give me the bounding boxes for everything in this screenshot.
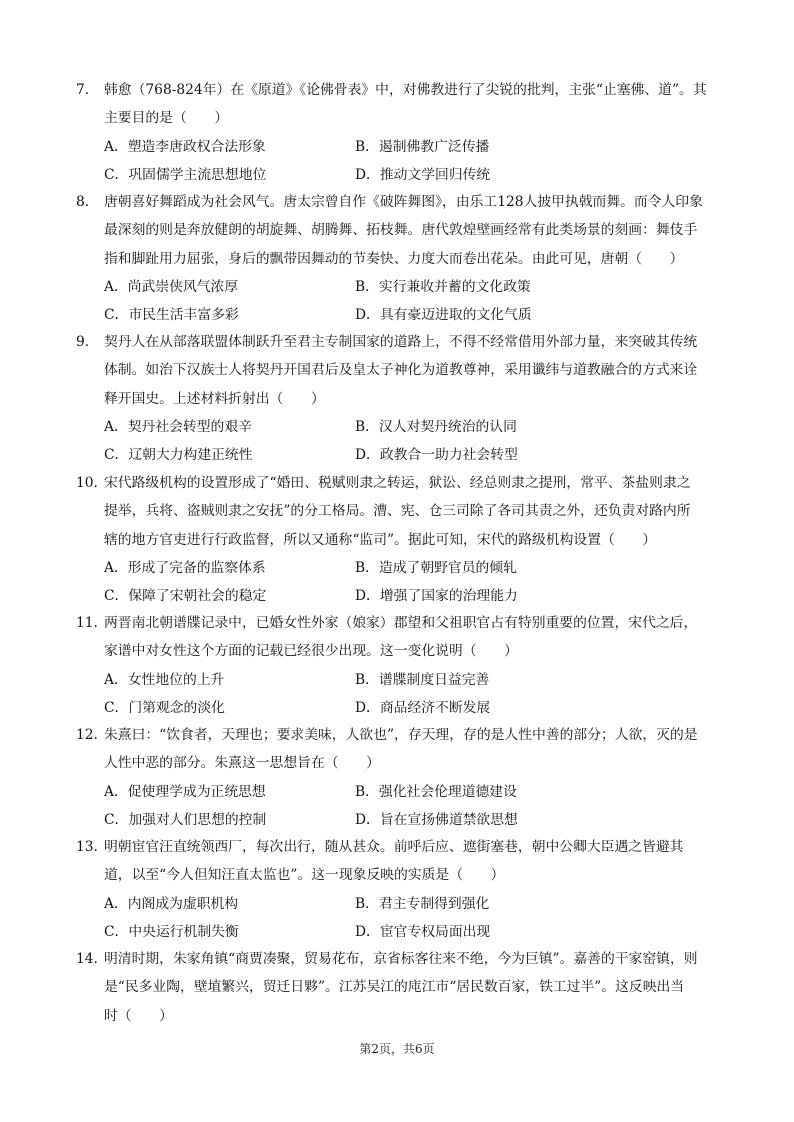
question-text: 时（ ） <box>104 1007 173 1024</box>
option-d[interactable]: D．政教合一助力社会转型 <box>355 447 518 464</box>
question-7 <box>76 76 716 189</box>
option-b[interactable]: B．造成了朝野官员的倾轧 <box>355 560 517 577</box>
question-9 <box>76 328 716 469</box>
question-number: 7. <box>76 82 90 98</box>
question-text: 唐朝喜好舞蹈成为社会风气。唐太宗曾自作《破阵舞图》，由乐工128人披甲执戟而舞。而令人印象 <box>104 194 703 210</box>
option-b[interactable]: B．遏制佛教广泛传播 <box>355 138 490 155</box>
option-c[interactable]: C．市民生活丰富多彩 <box>104 307 239 324</box>
options <box>76 554 716 610</box>
question-text: 是“民多业陶，壁埴繁兴，贸迁日夥”。江苏吴江的庉江市“居民数百家，铁工过半”。这反映出当 <box>104 979 685 996</box>
question-10 <box>76 469 716 610</box>
option-c[interactable]: C．中央运行机制失衡 <box>104 923 239 940</box>
option-c[interactable]: C．巩固儒学主流思想地位 <box>104 166 267 183</box>
question-text: 家谱中对女性这个方面的记载已经很少出现。这一变化说明（ ） <box>104 643 518 660</box>
page-footer: 第2页，共6页 <box>359 1042 435 1056</box>
options <box>76 666 716 722</box>
question-12 <box>76 721 716 834</box>
options <box>76 273 716 329</box>
question-number: 13. <box>76 839 98 855</box>
question-text: 明朝宦官汪直统领西厂，每次出行，随从甚众。前呼后应、遮街塞巷，朝中公卿大臣遇之皆避其 <box>104 839 684 855</box>
option-c[interactable]: C．加强对人们思想的控制 <box>104 811 267 828</box>
option-b[interactable]: B．实行兼收并蓄的文化政策 <box>355 279 531 296</box>
option-d[interactable]: D．具有豪迈进取的文化气质 <box>355 307 532 324</box>
options <box>76 413 716 469</box>
options <box>76 778 716 834</box>
question-text: 韩愈（768-824年）在《原道》《论佛骨表》中，对佛教进行了尖锐的批判，主张“止塞佛、道”。其 <box>104 82 707 98</box>
option-a[interactable]: A．内阁成为虚职机构 <box>104 895 239 912</box>
question-11 <box>76 609 716 722</box>
option-b[interactable]: B．汉人对契丹统治的认同 <box>355 419 517 436</box>
question-number: 8. <box>76 194 90 210</box>
option-d[interactable]: D．旨在宣扬佛道禁欲思想 <box>355 811 518 828</box>
option-b[interactable]: B．谱牒制度日益完善 <box>355 671 490 688</box>
question-text: 契丹人在从部落联盟体制跃升至君主专制国家的道路上，不得不经常借用外部力量，来突破其传统 <box>104 334 698 350</box>
question-text: 最深刻的则是奔放健朗的胡旋舞、胡腾舞、拓枝舞。唐代敦煌壁画经常有此类场景的刻画：舞伎手 <box>104 222 698 239</box>
question-text: 朱熹曰：“饮食者，天理也；要求美味，人欲也”，存天理，存的是人性中善的部分；人欲，灭的是 <box>104 727 698 743</box>
question-text: 宋代路级机构的设置形成了“婚田、税赋则隶之转运，狱讼、经总则隶之提刑，常平、茶盐则隶之 <box>104 475 691 491</box>
option-d[interactable]: D．宦官专权局面出现 <box>355 923 491 940</box>
option-b[interactable]: B．强化社会伦理道德建设 <box>355 783 517 800</box>
option-c[interactable]: C．保障了宋朝社会的稳定 <box>104 588 267 605</box>
question-text: 体制。如治下汉族士人将契丹开国君后及皇太子神化为道教尊神，采用谶纬与道教融合的方式来诠 <box>104 362 698 379</box>
question-8 <box>76 188 716 329</box>
question-number: 11. <box>76 615 98 631</box>
option-a[interactable]: A．契丹社会转型的艰辛 <box>104 419 252 436</box>
question-text: 明清时期，朱家角镇“商贾凑聚，贸易花布，京省标客往来不绝，今为巨镇”。嘉善的干家窑镇，则 <box>104 951 698 967</box>
question-text: 道，以至“今人但知汪直太监也”。这一现象反映的实质是（ ） <box>104 867 505 884</box>
option-c[interactable]: C．门第观念的淡化 <box>104 699 225 716</box>
option-a[interactable]: A．尚武崇侠风气浓厚 <box>104 279 239 296</box>
question-text: 提举，兵将、盗贼则隶之安抚”的分工格局。漕、宪、仓三司除了各司其责之外，还负责对路内所 <box>104 503 691 520</box>
question-text: 释开国史。上述材料折射出（ ） <box>104 390 325 407</box>
options <box>76 133 716 189</box>
question-number: 9. <box>76 334 90 350</box>
question-text: 人性中恶的部分。朱熹这一思想旨在（ ） <box>104 755 380 772</box>
question-number: 12. <box>76 727 98 743</box>
option-d[interactable]: D．商品经济不断发展 <box>355 699 491 716</box>
option-a[interactable]: A．形成了完备的监察体系 <box>104 560 266 577</box>
question-text: 主要目的是（ ） <box>104 110 229 127</box>
question-text: 指和脚趾用力屈张，身后的飘带因舞动的节奏快、力度大而卷出花朵。由此可见，唐朝（ ） <box>104 250 684 267</box>
question-number: 14. <box>76 951 98 967</box>
question-text: 辖的地方官吏进行行政监督，所以又通称“监司”。据此可知，宋代的路级机构设置（ ） <box>104 531 657 548</box>
question-14 <box>76 945 716 1030</box>
question-13 <box>76 833 716 946</box>
option-a[interactable]: A．促使理学成为正统思想 <box>104 783 266 800</box>
question-number: 10. <box>76 475 98 491</box>
option-c[interactable]: C．辽朝大力构建正统性 <box>104 447 253 464</box>
options <box>76 890 716 946</box>
option-a[interactable]: A．塑造李唐政权合法形象 <box>104 138 266 155</box>
option-d[interactable]: D．推动文学回归传统 <box>355 166 491 183</box>
question-text: 两晋南北朝谱牒记录中，已婚女性外家（娘家）郡望和父祖职官占有特别重要的位置，宋代之后， <box>104 615 698 631</box>
option-d[interactable]: D．增强了国家的治理能力 <box>355 588 518 605</box>
option-b[interactable]: B．君主专制得到强化 <box>355 895 490 912</box>
option-a[interactable]: A．女性地位的上升 <box>104 671 225 688</box>
